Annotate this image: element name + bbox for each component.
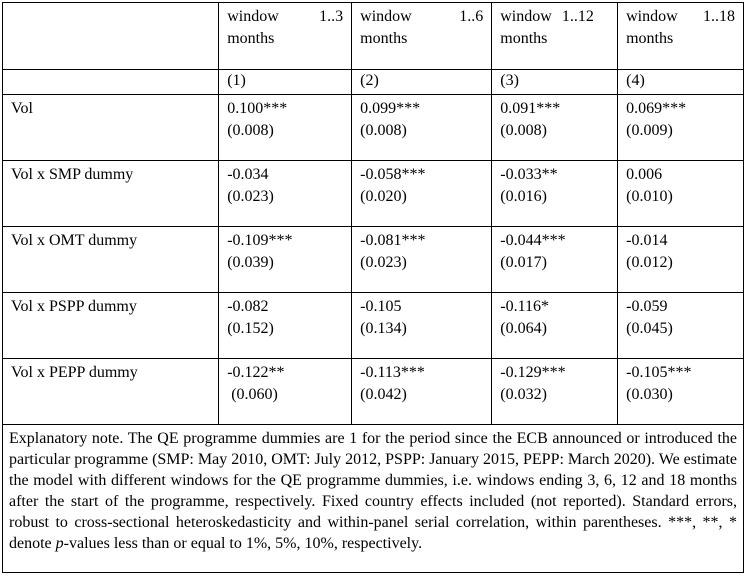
coefficient: 0.006 [626,166,663,183]
result-cell [492,227,618,293]
result-cell [618,227,744,293]
header-range: 1..18 [703,8,735,25]
header-unit: months [500,30,548,47]
note-italic-p: p [55,535,64,552]
coefficient: -0.081*** [360,232,426,249]
header-word: window [500,8,552,25]
row-label: Vol [3,95,219,161]
standard-error: (0.012) [626,254,673,271]
standard-error: (0.020) [360,188,407,205]
header-cell-4 [618,3,744,70]
coefficient: -0.105*** [626,364,692,381]
header-cell-2 [352,3,492,70]
coefficient: 0.099*** [360,100,421,117]
result-cell [618,293,744,359]
header-cell-1 [219,3,352,70]
standard-error: (0.032) [500,386,547,403]
coefficient: 0.091*** [500,100,561,117]
coefficient: -0.122** [227,364,285,381]
row-label: Vol x SMP dummy [3,161,219,227]
result-cell [618,95,744,161]
result-cell [219,227,352,293]
regression-table [2,2,744,573]
header-cell-3 [492,3,618,70]
coefficient: -0.113*** [360,364,425,381]
note-text: Explanatory note. The QE programme dummies are 1 for the period since the ECB announced or introduced the particular programme (SMP: May 2010, OMT: July 2012, PSPP: January 2015, PEPP: March 2020). We estimate the model with different windows for the QE programme dummies, i.e. windows ending 3, 6, 12 and 18 months after the start of the programme, respectively. Fixed country effects included (not reported). Standard errors, robust to cross-sectional heteroskedasticity and within-panel serial correlation, within parentheses. ***, **, * denote [9,430,737,552]
standard-error: (0.023) [360,254,407,271]
standard-error: (0.060) [231,386,278,403]
standard-error: (0.023) [227,188,274,205]
regression-table-container [2,2,744,573]
header-corner-cell [3,3,219,70]
standard-error: (0.045) [626,320,673,337]
coefficient: -0.059 [626,298,668,315]
header-word: window [360,8,412,25]
standard-error: (0.152) [227,320,274,337]
coefficient: -0.105 [360,298,402,315]
coefficient: -0.109*** [227,232,293,249]
standard-error: (0.042) [360,386,407,403]
standard-error: (0.010) [626,188,673,205]
standard-error: (0.016) [500,188,547,205]
result-cell [352,293,492,359]
standard-error: (0.039) [227,254,274,271]
standard-error: (0.017) [500,254,547,271]
header-unit: months [626,30,674,47]
result-cell [352,359,492,425]
column-number-3: (3) [492,70,618,95]
explanatory-note-row [3,425,744,573]
column-number-row [3,70,744,95]
coefficient: -0.129*** [500,364,566,381]
result-cell [492,161,618,227]
header-range: 1..6 [459,8,484,25]
result-cell [219,293,352,359]
coefficient: 0.069*** [626,100,687,117]
standard-error: (0.008) [227,122,274,139]
result-cell [618,161,744,227]
standard-error: (0.030) [626,386,673,403]
standard-error: (0.134) [360,320,407,337]
header-unit: months [360,30,408,47]
coefficient: -0.034 [227,166,269,183]
header-word: window [626,8,678,25]
table-row-pspp [3,293,744,359]
row-label: Vol x PEPP dummy [3,359,219,425]
column-number-4: (4) [618,70,744,95]
coefficient: -0.033** [500,166,558,183]
result-cell [352,227,492,293]
row-label: Vol x PSPP dummy [3,293,219,359]
standard-error: (0.008) [500,122,547,139]
column-number-1: (1) [219,70,352,95]
standard-error: (0.064) [500,320,547,337]
result-cell [219,359,352,425]
header-unit: months [227,30,275,47]
result-cell [492,293,618,359]
column-number-2: (2) [352,70,492,95]
table-row-omt [3,227,744,293]
result-cell [352,95,492,161]
standard-error: (0.008) [360,122,407,139]
result-cell [352,161,492,227]
result-cell [219,95,352,161]
standard-error: (0.009) [626,122,673,139]
header-row [3,3,744,70]
note-text-end: -values less than or equal to 1%, 5%, 10%, respectively. [63,535,423,552]
result-cell [492,359,618,425]
table-row-vol [3,95,744,161]
table-row-pepp [3,359,744,425]
coefficient: -0.082 [227,298,269,315]
coefficient: -0.044*** [500,232,566,249]
header-word: window [227,8,279,25]
explanatory-note [3,425,744,573]
column-number-corner [3,70,219,95]
table-row-smp [3,161,744,227]
header-range: 1..12 [561,8,594,25]
coefficient: -0.014 [626,232,668,249]
result-cell [492,95,618,161]
coefficient: 0.100*** [227,100,288,117]
result-cell [618,359,744,425]
coefficient: -0.058*** [360,166,426,183]
row-label: Vol x OMT dummy [3,227,219,293]
coefficient: -0.116* [500,298,549,315]
header-range: 1..3 [319,8,344,25]
result-cell [219,161,352,227]
